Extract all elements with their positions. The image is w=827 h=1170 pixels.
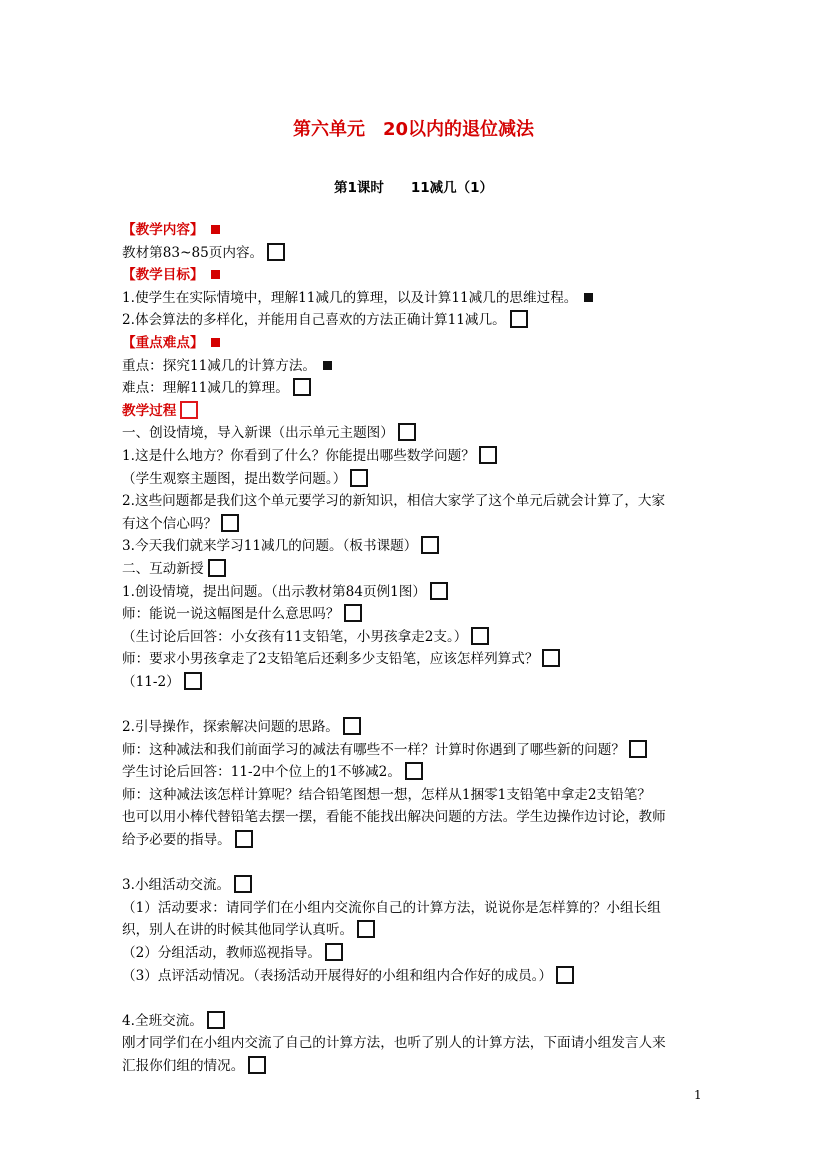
paragraph xyxy=(122,513,708,536)
paragraph xyxy=(122,1032,708,1055)
checkbox[interactable] xyxy=(208,559,226,577)
paragraph xyxy=(122,490,708,513)
checkbox[interactable] xyxy=(350,469,368,487)
paragraph xyxy=(122,242,708,265)
paragraph-text: 师：这种减法该怎样计算呢？结合铅笔图想一想，怎样从1捆零1支铅笔中拿走2支铅笔？ xyxy=(122,786,651,803)
checkbox[interactable] xyxy=(344,604,362,622)
checkbox[interactable] xyxy=(325,943,343,961)
blank-line xyxy=(122,693,708,716)
paragraph-text: 刚才同学们在小组内交流了自己的计算方法，也听了别人的计算方法，下面请小组发言人来 xyxy=(122,1035,666,1052)
paragraph xyxy=(122,581,708,604)
section-heading-text: 【重点难点】 xyxy=(122,334,204,351)
paragraph-text: 1.使学生在实际情境中，理解11减几的算理，以及计算11减几的思维过程。 xyxy=(122,289,578,306)
checkbox[interactable] xyxy=(479,446,497,464)
checkbox[interactable] xyxy=(405,762,423,780)
checkbox[interactable] xyxy=(184,672,202,690)
paragraph xyxy=(122,468,708,491)
paragraph-text: 2.引导操作，探索解决问题的思路。 xyxy=(122,719,339,736)
blank-line xyxy=(122,852,708,875)
paragraph-text: 难点：理解11减几的算理。 xyxy=(122,380,289,397)
paragraph xyxy=(122,829,708,852)
paragraph-text: 重点：探究11减几的计算方法。 xyxy=(122,357,317,374)
paragraph xyxy=(122,648,708,671)
section-heading-content xyxy=(122,219,708,242)
paragraph-text: 给予必要的指导。 xyxy=(122,832,231,849)
section-heading-process xyxy=(122,400,708,423)
paragraph-text: （3）点评活动情况。（表扬活动开展得好的小组和组内合作好的成员。） xyxy=(122,967,553,984)
paragraph xyxy=(122,965,708,988)
document-body xyxy=(122,219,708,1078)
paragraph xyxy=(122,874,708,897)
paragraph xyxy=(122,1055,708,1078)
paragraph xyxy=(122,626,708,649)
checkbox[interactable] xyxy=(357,920,375,938)
paragraph xyxy=(122,671,708,694)
checkbox[interactable] xyxy=(629,740,647,758)
paragraph-text: 师：这种减法和我们前面学习的减法有哪些不一样？计算时你遇到了哪些新的问题？ xyxy=(122,741,625,758)
paragraph xyxy=(122,897,708,920)
filled-square-marker xyxy=(323,361,332,370)
checkbox[interactable] xyxy=(207,1011,225,1029)
checkbox[interactable] xyxy=(267,243,285,261)
checkbox[interactable] xyxy=(221,514,239,532)
paragraph-text: 师：要求小男孩拿走了2支铅笔后还剩多少支铅笔，应该怎样列算式？ xyxy=(122,651,539,668)
checkbox[interactable] xyxy=(510,310,528,328)
paragraph xyxy=(122,355,708,378)
paragraph-text: （生讨论后回答：小女孩有11支铅笔，小男孩拿走2支。） xyxy=(122,628,468,645)
paragraph xyxy=(122,287,708,310)
paragraph-text: 2.这些问题都是我们这个单元要学习的新知识，相信大家学了这个单元后就会计算了，大家 xyxy=(122,493,666,510)
paragraph-text: 织，别人在讲的时候其他同学认真听。 xyxy=(122,922,354,939)
checkbox[interactable] xyxy=(398,423,416,441)
paragraph xyxy=(122,761,708,784)
paragraph-text: 2.体会算法的多样化，并能用自己喜欢的方法正确计算11减几。 xyxy=(122,312,506,329)
checkbox[interactable] xyxy=(248,1056,266,1074)
checkbox[interactable] xyxy=(293,378,311,396)
blank-line xyxy=(122,987,708,1010)
bullet-square-marker xyxy=(211,338,220,347)
paragraph xyxy=(122,942,708,965)
paragraph xyxy=(122,806,708,829)
checkbox[interactable] xyxy=(556,966,574,984)
paragraph xyxy=(122,919,708,942)
bullet-square-marker xyxy=(211,270,220,279)
paragraph xyxy=(122,445,708,468)
paragraph-text: 师：能说一说这幅图是什么意思吗？ xyxy=(122,606,340,623)
checkbox[interactable] xyxy=(180,401,198,419)
paragraph xyxy=(122,739,708,762)
paragraph-text: 3.小组活动交流。 xyxy=(122,877,231,894)
paragraph xyxy=(122,603,708,626)
paragraph xyxy=(122,309,708,332)
paragraph-text: （学生观察主题图，提出数学问题。） xyxy=(122,470,347,487)
lesson-title: 第1课时 11减几（1） xyxy=(333,180,494,196)
checkbox[interactable] xyxy=(430,582,448,600)
paragraph xyxy=(122,422,708,445)
paragraph-text: 教材第83~85页内容。 xyxy=(122,244,264,261)
checkbox[interactable] xyxy=(234,875,252,893)
checkbox[interactable] xyxy=(542,649,560,667)
section-heading-goals xyxy=(122,264,708,287)
paragraph xyxy=(122,784,708,807)
paragraph-text: 汇报你们组的情况。 xyxy=(122,1057,245,1074)
paragraph xyxy=(122,377,708,400)
checkbox[interactable] xyxy=(343,717,361,735)
bullet-square-marker xyxy=(211,225,220,234)
paragraph xyxy=(122,1010,708,1033)
paragraph-text: （2）分组活动，教师巡视指导。 xyxy=(122,945,321,961)
paragraph-text: 1.创设情境，提出问题。（出示教材第84页例1图） xyxy=(122,583,426,600)
checkbox[interactable] xyxy=(235,830,253,848)
unit-title: 第六单元 20以内的退位减法 xyxy=(292,119,535,140)
paragraph-text: 二、互动新授 xyxy=(122,560,204,577)
checkbox[interactable] xyxy=(471,627,489,645)
paragraph-text: （1）活动要求：请同学们在小组内交流你自己的计算方法，说说你是怎样算的？小组长组 xyxy=(122,899,661,916)
paragraph-text: （11-2） xyxy=(122,673,180,690)
paragraph-text: 有这个信心吗？ xyxy=(122,515,218,532)
paragraph xyxy=(122,535,708,558)
section-heading-text: 教学过程 xyxy=(122,402,177,419)
section-heading-key xyxy=(122,332,708,355)
filled-square-marker xyxy=(584,293,593,302)
paragraph-text: 3.今天我们就来学习11减几的问题。（板书课题） xyxy=(122,538,418,555)
paragraph-text: 1.这是什么地方？你看到了什么？你能提出哪些数学问题？ xyxy=(122,447,475,464)
page-number: 1 xyxy=(694,1088,702,1102)
paragraph-text: 也可以用小棒代替铅笔去摆一摆，看能不能找出解决问题的方法。学生边操作边讨论，教师 xyxy=(122,809,666,826)
section-heading-text: 【教学内容】 xyxy=(122,222,204,238)
paragraph xyxy=(122,558,708,581)
paragraph xyxy=(122,716,708,739)
checkbox[interactable] xyxy=(421,536,439,554)
paragraph-text: 一、创设情境，导入新课（出示单元主题图） xyxy=(122,425,394,442)
paragraph-text: 学生讨论后回答：11-2中个位上的1不够减2。 xyxy=(122,764,401,781)
section-heading-text: 【教学目标】 xyxy=(122,267,204,284)
paragraph-text: 4.全班交流。 xyxy=(122,1012,203,1029)
